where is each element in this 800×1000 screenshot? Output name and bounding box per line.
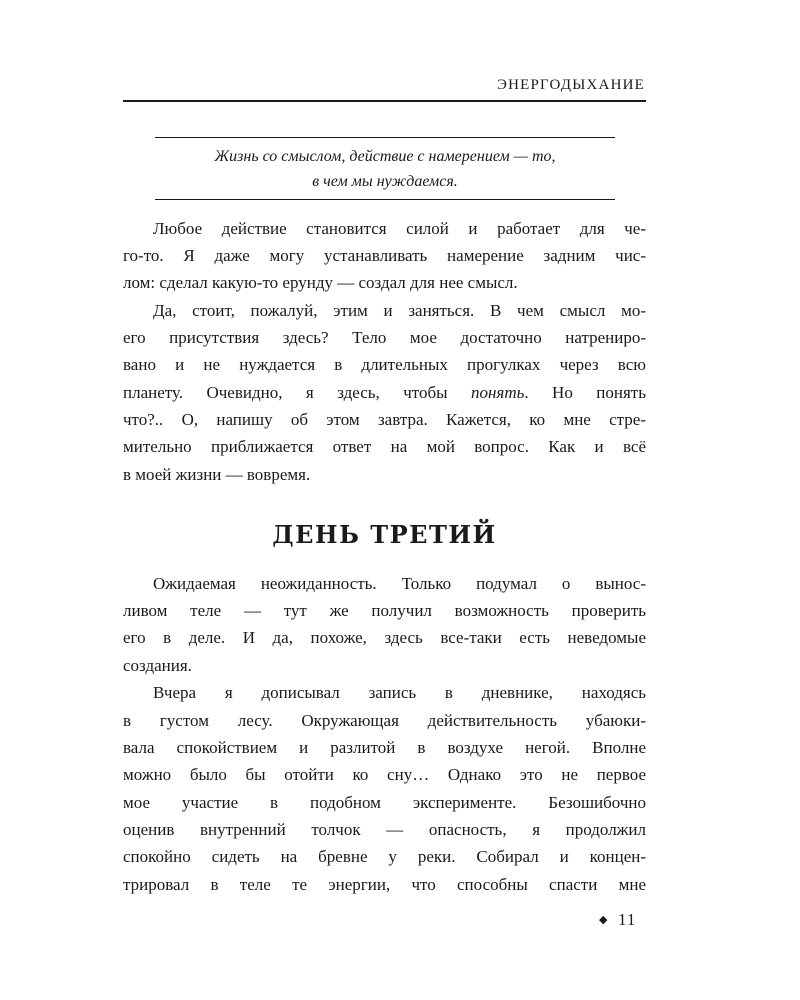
text-line: создания.	[123, 656, 192, 675]
text-line: что?.. О, напишу об этом завтра. Кажется, ко мне стре-	[123, 410, 646, 429]
epigraph	[155, 137, 615, 200]
text-line: Вчера я дописывал запись в дневнике, находясь	[153, 683, 646, 702]
text-line: в моей жизни — вовремя.	[123, 465, 311, 484]
text-line: Ожидаемая неожиданность. Только подумал о вынос-	[153, 574, 646, 593]
diamond-ornament-icon: ◆	[599, 913, 608, 926]
epigraph-line: Жизнь со смыслом, действие с намерением — то,	[214, 148, 556, 165]
section-heading: ДЕНЬ ТРЕТИЙ	[272, 520, 497, 549]
page-number: 11	[618, 910, 637, 929]
text-line: в густом лесу. Окружающая действительность убаюки-	[123, 711, 646, 730]
text-line: вала спокойствием и разлитой в воздухе негой. Вполне	[123, 738, 646, 757]
text-line: лом: сделал какую-то ерунду — создал для нее смысл.	[123, 273, 518, 292]
text-line: планету. Очевидно, я здесь, чтобы понять. Но понять	[123, 383, 646, 402]
emphasis: понять	[471, 383, 525, 402]
text-line: вано и не нуждается в длительных прогулках через всю	[123, 355, 646, 374]
text-line: мительно приближается ответ на мой вопрос. Как и всё	[123, 437, 646, 456]
epigraph-line: в чем мы нуждаемся.	[312, 173, 458, 190]
text-line: трировал в теле те энергии, что способны спасти мне	[123, 875, 646, 894]
text-line: го-то. Я даже могу устанавливать намерение задним чис-	[123, 246, 646, 265]
header-rule	[123, 100, 646, 102]
text-line: его присутствия здесь? Тело мое достаточно натрениро-	[123, 328, 646, 347]
text-line: Любое действие становится силой и работает для че-	[153, 219, 646, 238]
text-line: Да, стоит, пожалуй, этим и заняться. В чем смысл мо-	[153, 301, 646, 320]
text-line: ливом теле — тут же получил возможность проверить	[123, 601, 646, 620]
text-line: спокойно сидеть на бревне у реки. Собирал и концен-	[123, 847, 646, 866]
text-line: можно было бы отойти ко сну… Однако это не первое	[123, 765, 646, 784]
header-title: ЭНЕРГОДЫХАНИЕ	[496, 77, 645, 93]
text-line: его в деле. И да, похоже, здесь все-таки есть неведомые	[123, 628, 646, 647]
text-line: оценив внутренний толчок — опасность, я продолжил	[123, 820, 646, 839]
text-line: мое участие в подобном эксперименте. Безошибочно	[123, 793, 646, 812]
